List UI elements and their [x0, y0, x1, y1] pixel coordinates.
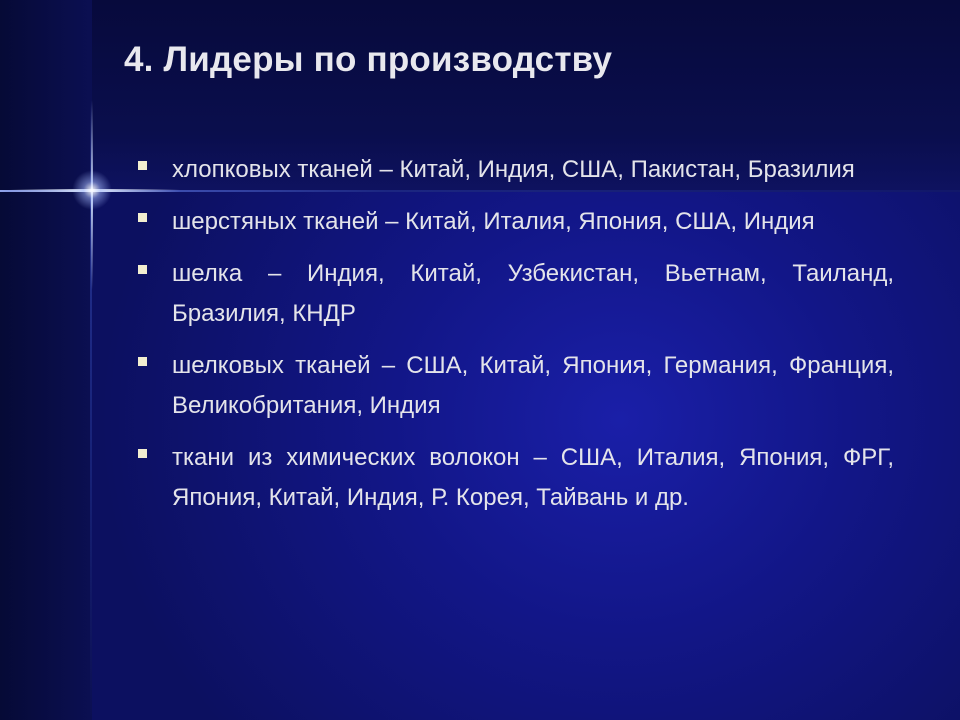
list-item [134, 202, 894, 242]
bullet-text: хлопковых тканей – Китай, Индия, США, Пакистан, Бразилия [172, 156, 855, 183]
square-bullet-icon [138, 265, 147, 274]
bullet-text: шелковых тканей – США, Китай, Япония, Германия, Франция, Великобритания, Индия [172, 352, 894, 419]
list-item [134, 254, 894, 334]
list-item [134, 150, 894, 190]
list-item [134, 346, 894, 426]
square-bullet-icon [138, 449, 147, 458]
slide-title: 4. Лидеры по производству [124, 40, 613, 79]
square-bullet-icon [138, 357, 147, 366]
bullet-text: шелка – Индия, Китай, Узбекистан, Вьетнам, Таиланд, Бразилия, КНДР [172, 260, 894, 327]
bullet-text: шерстяных тканей – Китай, Италия, Япония, США, Индия [172, 208, 815, 235]
bullet-list [134, 150, 894, 530]
light-flare-icon [72, 170, 112, 210]
bullet-text: ткани из химических волокон – США, Италия, Япония, ФРГ, Япония, Китай, Индия, Р. Корея, Тайвань и др. [172, 444, 894, 511]
left-band [0, 0, 92, 720]
square-bullet-icon [138, 161, 147, 170]
list-item [134, 438, 894, 518]
square-bullet-icon [138, 213, 147, 222]
